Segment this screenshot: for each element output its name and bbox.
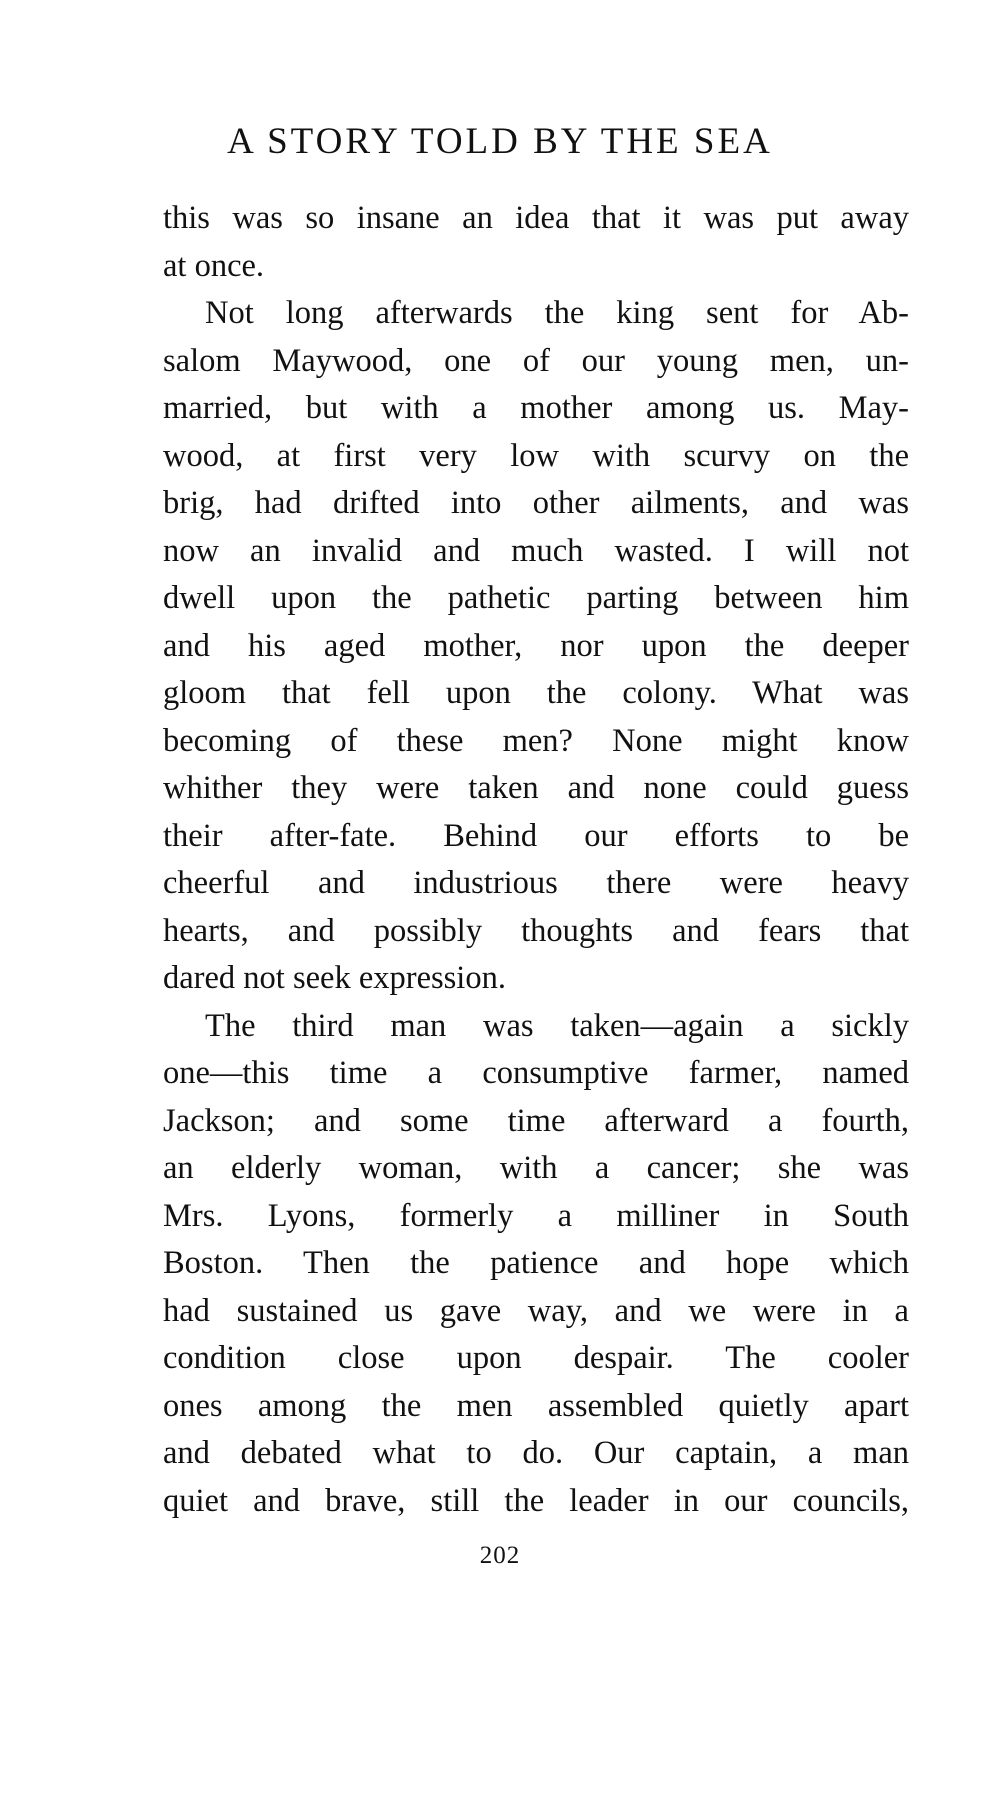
text-line: this was so insane an idea that it was put away [163, 200, 909, 236]
text-line: married, but with a mother among us. May- [163, 390, 909, 426]
text-line: brig, had drifted into other ailments, and was [163, 485, 909, 521]
text-line: gloom that fell upon the colony. What was [163, 675, 909, 711]
text-line: salom Maywood, one of our young men, un- [163, 342, 909, 379]
body-text [163, 195, 909, 1525]
text-line: dwell upon the pathetic parting between him [163, 580, 909, 616]
text-line: their after-fate. Behind our efforts to be [163, 817, 909, 854]
text-line: becoming of these men? None might know [163, 722, 909, 759]
text-line: one—this time a consumptive farmer, named [163, 1055, 909, 1091]
text-line: ones among the men assembled quietly apart [163, 1387, 909, 1424]
text-line: condition close upon despair. The cooler [163, 1340, 909, 1376]
text-line: Jackson; and some time afterward a fourth, [163, 1102, 909, 1139]
text-line: an elderly woman, with a cancer; she was [163, 1150, 909, 1186]
text-line: Mrs. Lyons, formerly a milliner in South [163, 1197, 909, 1234]
running-head: A STORY TOLD BY THE SEA [227, 121, 773, 162]
text-line: The third man was taken—again a sickly [205, 1007, 909, 1044]
text-line: quiet and brave, still the leader in our councils, [163, 1482, 909, 1519]
text-line: hearts, and possibly thoughts and fears that [163, 912, 909, 949]
text-line: at once. [163, 247, 265, 284]
text-line: dared not seek expression. [163, 960, 506, 996]
text-line: now an invalid and much wasted. I will not [163, 532, 909, 569]
text-line: Not long afterwards the king sent for Ab- [205, 295, 909, 331]
text-line: whither they were taken and none could guess [163, 770, 909, 806]
text-line: and his aged mother, nor upon the deeper [163, 627, 909, 664]
text-line: Boston. Then the patience and hope which [163, 1245, 909, 1281]
text-line: had sustained us gave way, and we were in a [163, 1292, 909, 1329]
page-number: 202 [479, 1542, 521, 1569]
text-line: wood, at first very low with scurvy on the [163, 437, 909, 474]
text-line: cheerful and industrious there were heavy [163, 865, 909, 901]
text-line: and debated what to do. Our captain, a man [163, 1435, 909, 1471]
